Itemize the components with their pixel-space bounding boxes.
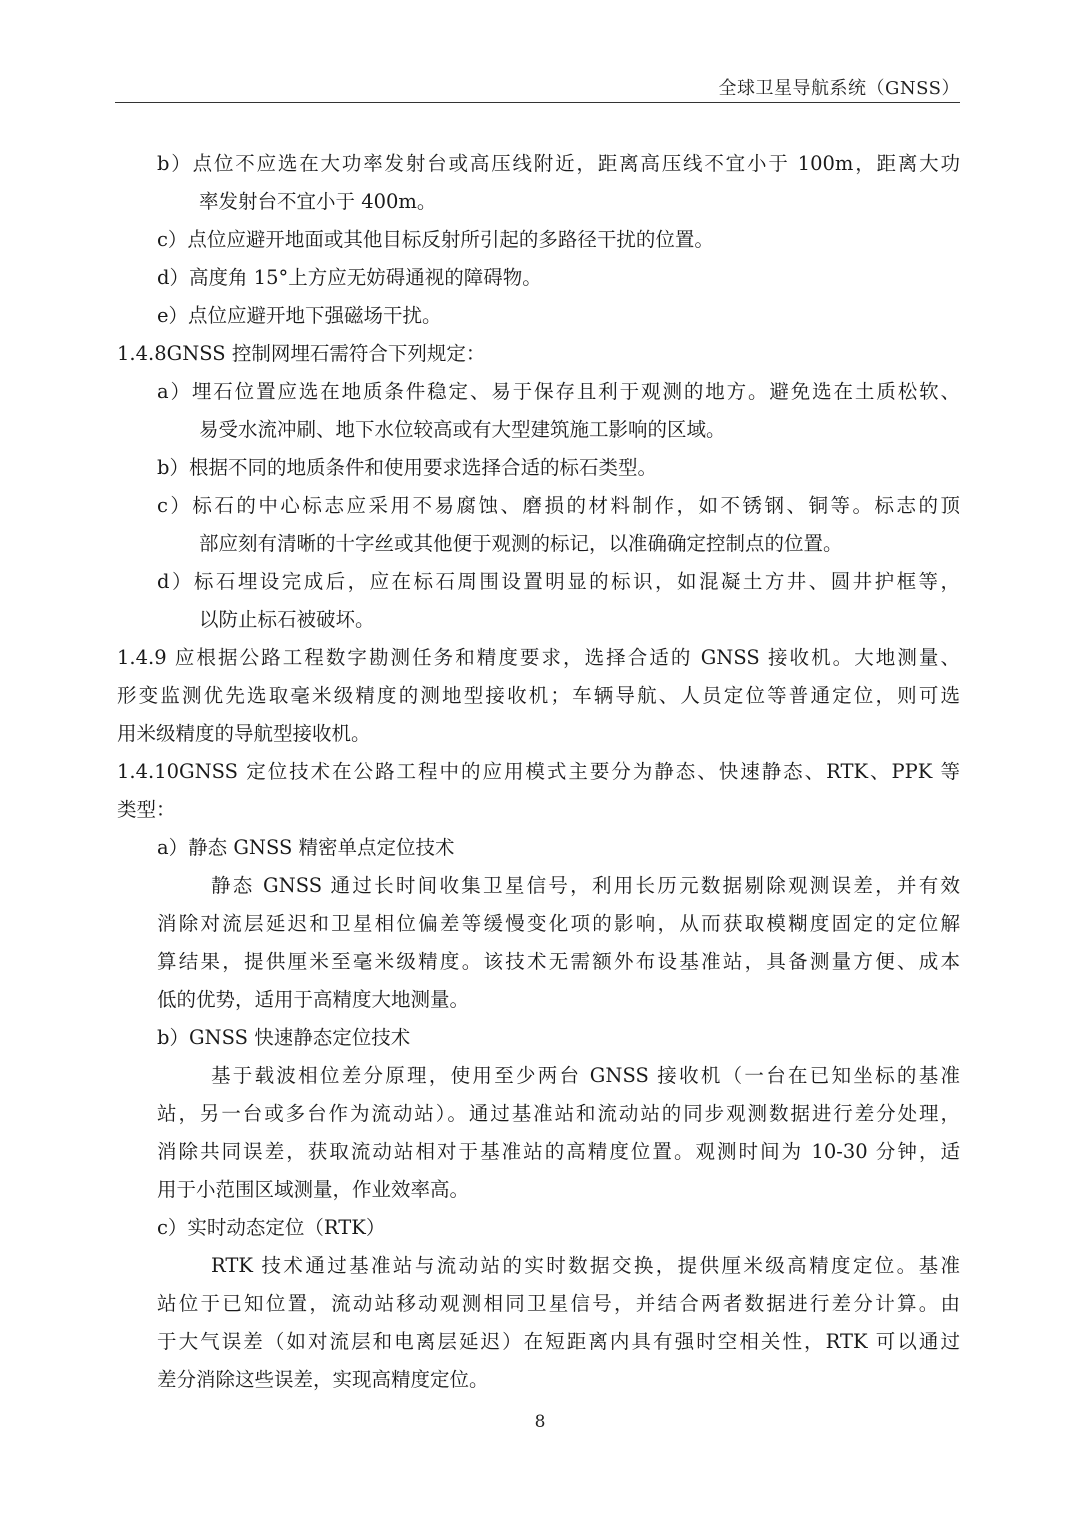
header-rule <box>115 102 960 103</box>
paragraph-line: 于大气误差（如对流层和电离层延迟）在短距离内具有强时空相关性，RTK 可以通过 <box>157 1330 960 1353</box>
list-item-line: e）点位应避开地下强磁场干扰。 <box>157 304 442 327</box>
list-item-line: b）根据不同的地质条件和使用要求选择合适的标石类型。 <box>157 456 657 479</box>
paragraph-line: 1.4.9 应根据公路工程数字勘测任务和精度要求，选择合适的 GNSS 接收机。大地测量、 <box>117 646 960 669</box>
list-item-continuation: 部应刻有清晰的十字丝或其他便于观测的标记，以准确确定控制点的位置。 <box>199 532 843 555</box>
list-item-continuation: 率发射台不宜小于 400m。 <box>199 190 437 213</box>
paragraph-line: 用米级精度的导航型接收机。 <box>117 722 371 745</box>
paragraph-line: 消除共同误差，获取流动站相对于基准站的高精度位置。观测时间为 10-30 分钟，适 <box>157 1140 960 1163</box>
paragraph-line: 静态 GNSS 通过长时间收集卫星信号，利用长历元数据剔除观测误差，并有效 <box>211 874 960 897</box>
list-item-continuation: 以防止标石被破坏。 <box>199 608 375 631</box>
paragraph-line: 站，另一台或多台作为流动站）。通过基准站和流动站的同步观测数据进行差分处理， <box>157 1102 960 1125</box>
paragraph-line: 类型： <box>117 798 176 821</box>
paragraph-line: 低的优势，适用于高精度大地测量。 <box>157 988 470 1011</box>
paragraph-line: 差分消除这些误差，实现高精度定位。 <box>157 1368 489 1391</box>
list-item-line: b）点位不应选在大功率发射台或高压线附近，距离高压线不宜小于 100m，距离大功 <box>157 152 960 175</box>
paragraph-line: 1.4.10GNSS 定位技术在公路工程中的应用模式主要分为静态、快速静态、RTK、PPK 等 <box>117 760 960 783</box>
paragraph-line: 消除对流层延迟和卫星相位偏差等缓慢变化项的影响，从而获取模糊度固定的定位解 <box>157 912 960 935</box>
running-header: 全球卫星导航系统（GNSS） <box>718 78 960 99</box>
list-item-line: c）标石的中心标志应采用不易腐蚀、磨损的材料制作，如不锈钢、铜等。标志的顶 <box>157 494 960 517</box>
page-number: 8 <box>534 1412 546 1432</box>
paragraph-line: 基于载波相位差分原理，使用至少两台 GNSS 接收机（一台在已知坐标的基准 <box>211 1064 960 1087</box>
paragraph-line: 用于小范围区域测量，作业效率高。 <box>157 1178 470 1201</box>
subheading: c）实时动态定位（RTK） <box>157 1216 386 1239</box>
paragraph-line: 算结果，提供厘米至毫米级精度。该技术无需额外布设基准站，具备测量方便、成本 <box>157 950 960 973</box>
section-heading: 1.4.8GNSS 控制网埋石需符合下列规定： <box>117 342 486 365</box>
paragraph-line: 形变监测优先选取毫米级精度的测地型接收机；车辆导航、人员定位等普通定位，则可选 <box>117 684 960 707</box>
list-item-line: d）标石埋设完成后，应在标石周围设置明显的标识，如混凝土方井、圆井护框等， <box>157 570 960 593</box>
body-text <box>117 145 960 1399</box>
list-item-line: d）高度角 15°上方应无妨碍通视的障碍物。 <box>157 266 542 289</box>
list-item-continuation: 易受水流冲刷、地下水位较高或有大型建筑施工影响的区域。 <box>199 418 726 441</box>
paragraph-line: RTK 技术通过基准站与流动站的实时数据交换，提供厘米级高精度定位。基准 <box>211 1254 960 1277</box>
list-item-line: c）点位应避开地面或其他目标反射所引起的多路径干扰的位置。 <box>157 228 714 251</box>
list-item-line: a）埋石位置应选在地质条件稳定、易于保存且利于观测的地方。避免选在土质松软、 <box>157 380 960 403</box>
subheading: b）GNSS 快速静态定位技术 <box>157 1026 411 1049</box>
paragraph-line: 站位于已知位置，流动站移动观测相同卫星信号，并结合两者数据进行差分计算。由 <box>157 1292 960 1315</box>
subheading: a）静态 GNSS 精密单点定位技术 <box>157 836 455 859</box>
